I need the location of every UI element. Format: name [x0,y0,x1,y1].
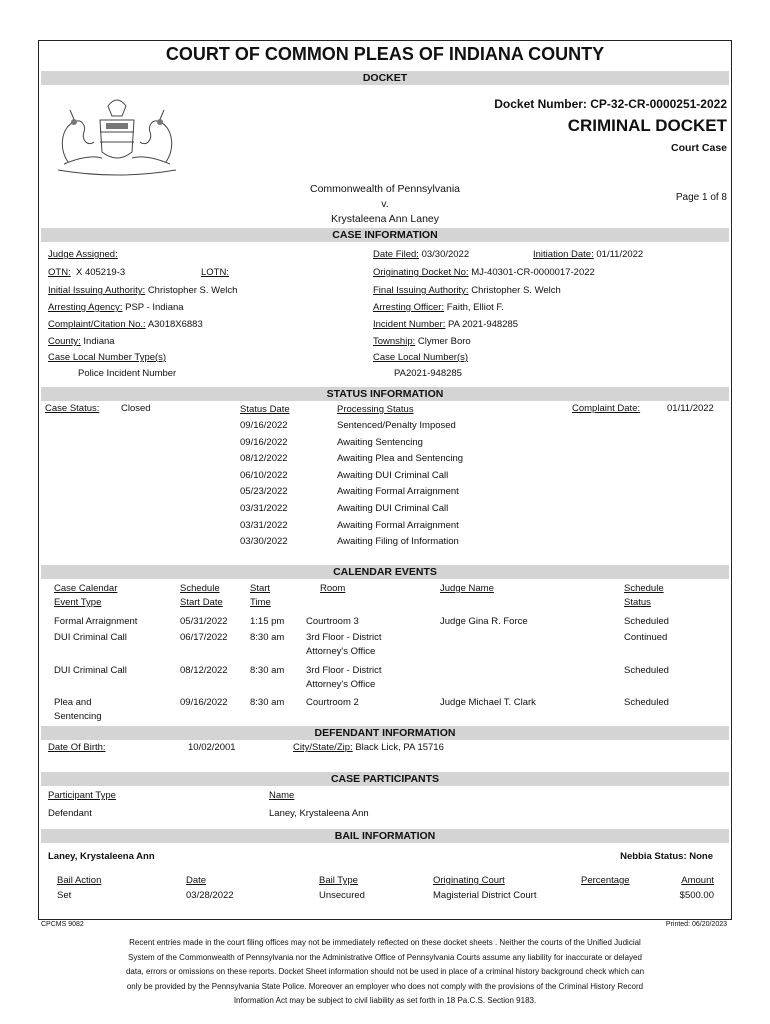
status-date-cell: 09/16/2022 [240,420,288,431]
bail-type-header: Bail Type [319,875,358,886]
county-label: County: [48,336,81,347]
otn-label: OTN: [48,267,71,278]
processing-status-cell: Awaiting DUI Criminal Call [337,469,449,481]
case-participants-band: CASE PARTICIPANTS [41,772,729,786]
event-type-cell: Plea and [54,697,92,708]
lotn-label: LOTN: [201,267,229,278]
schedule-status-header-1: Schedule [624,583,664,594]
city-state-zip-label: City/State/Zip: [293,742,353,753]
event-type-header-1: Case Calendar [54,583,118,594]
status-date-header: Status Date [240,404,290,415]
date-filed-value: 03/30/2022 [421,249,470,260]
schedule-start-date-cell: 06/17/2022 [180,632,228,643]
calendar-events-band: CALENDAR EVENTS [41,565,729,579]
incident-row [373,319,518,330]
schedule-status-cell: Scheduled [624,697,669,708]
arresting-agency-value: PSP - Indiana [125,302,184,313]
township-row [373,336,471,347]
participant-name-value: Laney, Krystaleena Ann [269,808,369,819]
case-local-number-value: PA2021-948285 [394,368,462,379]
originating-docket-label: Originating Docket No: [373,267,469,278]
criminal-docket-title: CRIMINAL DOCKET [567,116,727,135]
schedule-start-header-2: Start Date [180,597,223,608]
participant-type-value: Defendant [48,808,92,819]
schedule-start-header-1: Schedule [180,583,220,594]
city-state-zip-value: Black Lick, PA 15716 [355,742,444,753]
defendant-information-band: DEFENDANT INFORMATION [41,726,729,740]
start-time-cell: 8:30 am [250,697,285,708]
schedule-status-cell: Continued [624,632,668,643]
processing-status-cell: Awaiting Formal Arraignment [337,486,459,498]
caption-plaintiff: Commonwealth of Pennsylvania [310,183,460,195]
disclaimer-line: only be provided by the Pennsylvania State Police. Moreover an employer who does not comply with the provisions of the Criminal History Record [126,981,644,991]
initial-authority-row [48,285,237,296]
originating-docket-value: MJ-40301-CR-0000017-2022 [471,267,595,278]
pennsylvania-seal-icon [48,92,186,178]
form-number: CPCMS 9082 [41,921,84,928]
originating-court-value: Magisterial District Court [433,890,537,901]
event-type-header-2: Event Type [54,597,102,608]
arresting-agency-label: Arresting Agency: [48,302,123,313]
complaint-date-label: Complaint Date: [572,403,641,414]
arresting-officer-row [373,302,504,313]
judge-assigned-label: Judge Assigned: [48,249,118,260]
amount-header: Amount [681,875,714,886]
event-type-cell: Formal Arraignment [54,616,138,627]
processing-status-cell: Awaiting DUI Criminal Call [337,503,449,514]
room-cell: Courtroom 2 [306,697,359,708]
event-type-cell: DUI Criminal Call [54,665,127,676]
caption-defendant: Krystaleena Ann Laney [331,213,439,225]
schedule-start-date-cell: 05/31/2022 [180,616,228,627]
case-status-label: Case Status: [45,403,100,414]
percentage-header: Percentage [581,875,630,886]
county-value: Indiana [83,336,115,347]
docket-number: Docket Number: CP-32-CR-0000251-2022 [494,97,727,111]
start-time-cell: 8:30 am [250,632,285,643]
final-authority-row [373,285,561,296]
schedule-status-cell: Scheduled [624,616,669,627]
disclaimer-line: Information Act may be subject to civil liability as set forth in 18 Pa.C.S. Section 9183. [233,996,537,1006]
initiation-date-row [533,249,643,260]
processing-status-cell: Awaiting Sentencing [337,436,423,448]
incident-label: Incident Number: [373,319,446,330]
initiation-date-value: 01/11/2022 [596,249,644,260]
disclaimer-line: data, errors or omissions on these reports. Docket Sheet information should not be used in place of a criminal history background check which can [125,967,645,977]
city-state-zip-row [293,742,444,753]
schedule-status-cell: Scheduled [624,665,669,676]
caption-versus: v. [381,198,389,210]
disclaimer [80,936,690,1009]
case-local-number-label: Case Local Number(s) [373,352,469,363]
township-value: Clymer Boro [417,336,471,347]
bail-person-name: Laney, Krystaleena Ann [48,851,155,862]
bail-information-band: BAIL INFORMATION [41,829,729,843]
initial-authority-label: Initial Issuing Authority: [48,285,146,296]
complaint-label: Complaint/Citation No.: [48,319,146,330]
incident-value: PA 2021-948285 [447,319,519,330]
room-cell-line2: Attorney's Office [306,679,376,690]
status-information-band: STATUS INFORMATION [41,387,729,401]
status-date-cell: 06/10/2022 [240,469,288,481]
final-authority-value: Christopher S. Welch [471,285,561,296]
printed-date: Printed: 06/20/2023 [665,921,727,928]
case-status-value: Closed [121,403,151,414]
bail-action-header: Bail Action [57,875,102,886]
start-time-cell: 1:15 pm [250,616,285,627]
room-cell: 3rd Floor - District [306,665,382,676]
originating-court-header: Originating Court [433,875,505,886]
complaint-value: A3018X6883 [147,319,203,330]
page-number: Page 1 of 8 [675,192,727,203]
status-date-cell: 03/31/2022 [240,519,288,531]
nebbia-status: Nebbia Status: None [620,851,713,862]
arresting-officer-value: Faith, Elliot F. [446,302,504,313]
processing-status-cell: Sentenced/Penalty Imposed [337,420,456,431]
status-date-cell: 03/31/2022 [240,503,288,514]
court-case-label: Court Case [670,142,727,154]
arresting-officer-label: Arresting Officer: [373,302,445,313]
schedule-start-date-cell: 09/16/2022 [180,697,228,708]
county-row [48,336,115,347]
case-local-type-label: Case Local Number Type(s) [48,352,167,363]
processing-status-header: Processing Status [337,404,414,415]
room-cell: 3rd Floor - District [306,632,382,643]
status-date-cell: 08/12/2022 [240,453,288,465]
room-header: Room [320,583,346,594]
status-date-cell: 05/23/2022 [240,486,288,498]
otn-value: X 405219-3 [75,267,126,278]
bail-date-header: Date [186,875,207,886]
disclaimer-line: Recent entries made in the court filing offices may not be immediately reflected on these docket sheets . Neither the courts of the Unified Judicial [129,938,641,947]
room-cell: Courtroom 3 [306,616,359,627]
case-information-band: CASE INFORMATION [41,228,729,242]
bail-date-value: 03/28/2022 [186,890,234,901]
start-time-cell: 8:30 am [250,665,285,676]
participant-name-header: Name [269,790,295,801]
case-local-type-value: Police Incident Number [78,368,177,379]
event-type-cell: DUI Criminal Call [54,632,127,643]
complaint-row [48,319,203,330]
township-label: Township: [373,336,416,347]
judge-name-header: Judge Name [440,583,494,594]
originating-docket-row [373,267,595,278]
date-filed-row [373,249,469,260]
final-authority-label: Final Issuing Authority: [373,285,469,296]
processing-status-cell: Awaiting Formal Arraignment [337,519,459,531]
schedule-start-date-cell: 08/12/2022 [180,665,228,676]
otn-row [48,267,125,278]
judge-name-cell: Judge Gina R. Force [440,616,528,627]
judge-name-cell: Judge Michael T. Clark [440,697,536,708]
schedule-status-header-2: Status [624,597,651,608]
start-time-header-2: Time [250,597,271,608]
bail-action-value: Set [57,890,72,901]
dob-value: 10/02/2001 [188,742,236,753]
bail-type-value: Unsecured [319,890,365,901]
disclaimer-line: System of the Commonwealth of Pennsylvania nor the Administrative Office of Pennsylvania Courts assume any liability for inaccurate or delayed [128,952,642,962]
date-filed-label: Date Filed: [373,249,419,260]
arresting-agency-row [48,302,184,313]
start-time-header-1: Start [250,583,271,594]
room-cell-line2: Attorney's Office [306,646,376,657]
processing-status-cell: Awaiting Filing of Information [337,536,459,548]
amount-value: $500.00 [679,890,714,901]
status-date-cell: 03/30/2022 [240,536,288,548]
court-title: COURT OF COMMON PLEAS OF INDIANA COUNTY [165,44,605,64]
complaint-date-value: 01/11/2022 [667,403,714,414]
docket-band: DOCKET [41,71,729,85]
event-type-cell-line2: Sentencing [54,711,102,722]
initiation-date-label: Initiation Date: [533,249,594,260]
participant-type-header: Participant Type [48,790,116,801]
status-date-cell: 09/16/2022 [240,436,288,448]
processing-status-cell: Awaiting Plea and Sentencing [337,453,464,465]
dob-label: Date Of Birth: [48,742,106,753]
initial-authority-value: Christopher S. Welch [147,285,238,296]
